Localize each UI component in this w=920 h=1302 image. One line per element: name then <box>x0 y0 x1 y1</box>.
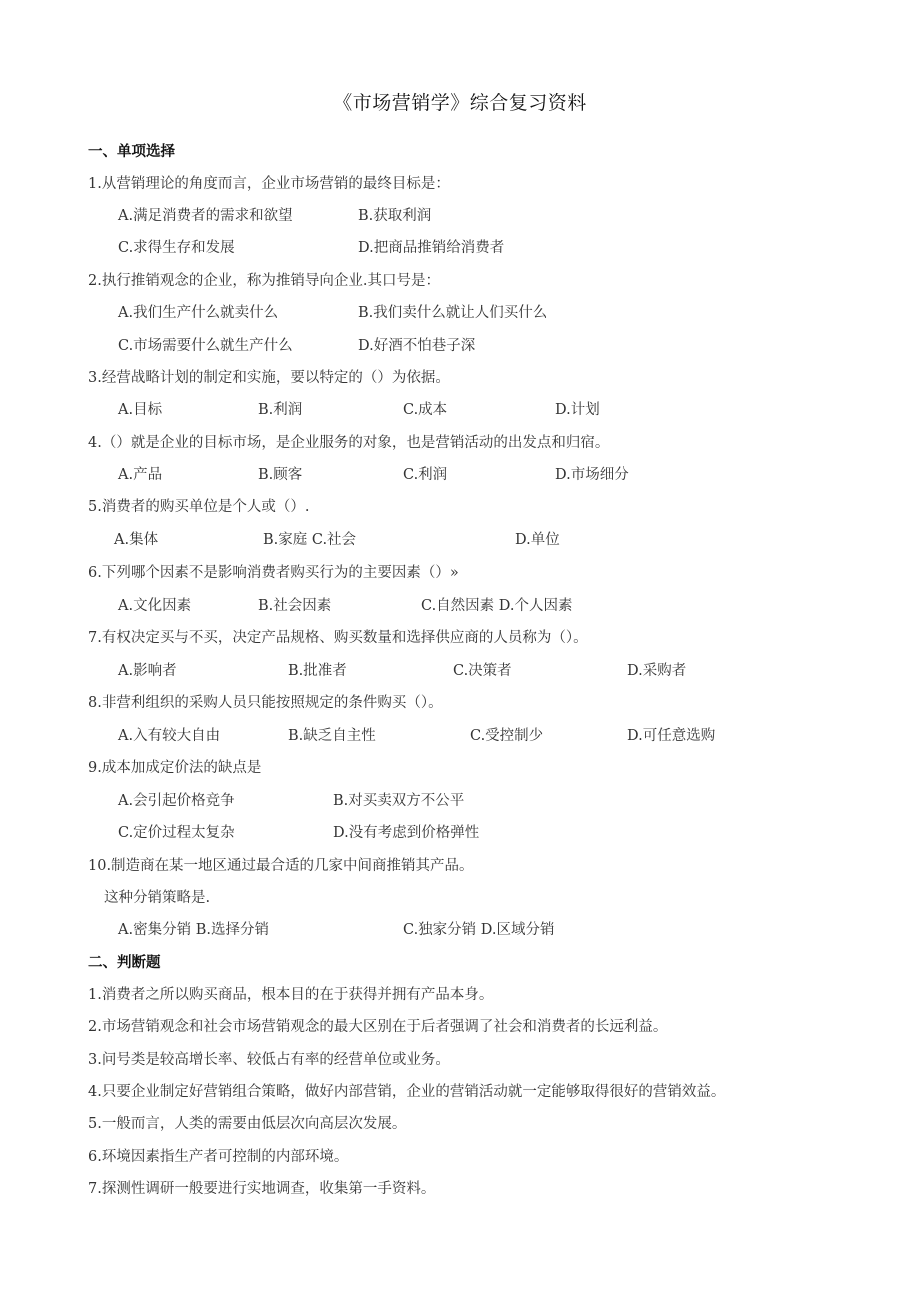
q9-option-b: B.对买卖双方不公平 <box>333 793 465 809</box>
question-2: 2.执行推销观念的企业，称为推销导向企业.其口号是： <box>88 273 440 289</box>
q9-option-a: A.会引起价格竞争 <box>118 793 235 809</box>
q1-option-a: A.满足消费者的需求和欲望 <box>118 208 293 224</box>
q7-option-c: C.决策者 <box>453 663 512 679</box>
q2-option-d: D.好酒不怕巷子深 <box>358 338 476 354</box>
question-10-continued: 这种分销策略是. <box>104 890 211 906</box>
q4-option-d: D.市场细分 <box>555 467 629 483</box>
document-title: 《市场营销学》综合复习资料 <box>333 92 587 114</box>
q7-option-a: A.影响者 <box>118 663 177 679</box>
q6-option-a: A.文化因素 <box>118 598 192 614</box>
q8-option-d: D.可任意选购 <box>627 728 716 744</box>
q3-option-d: D.计划 <box>555 402 600 418</box>
q5-option-d: D.单位 <box>515 532 560 548</box>
q7-option-b: B.批准者 <box>288 663 347 679</box>
judgment-item-1: 1.消费者之所以购买商品，根本目的在于获得并拥有产品本身。 <box>88 987 494 1003</box>
judgment-item-7: 7.探测性调研一般要进行实地调查，收集第一手资料。 <box>88 1181 436 1197</box>
q1-option-d: D.把商品推销给消费者 <box>358 240 505 256</box>
question-8: 8.非营利组织的采购人员只能按照规定的条件购买（）。 <box>88 695 443 711</box>
q8-option-c: C.受控制少 <box>470 728 544 744</box>
q10-option-a-b: A.密集分销 B.选择分销 <box>118 922 269 938</box>
q3-option-c: C.成本 <box>403 402 448 418</box>
q5-option-a: A.集体 <box>114 532 159 548</box>
judgment-item-4: 4.只要企业制定好营销组合策略，做好内部营销，企业的营销活动就一定能够取得很好的营销效益。 <box>88 1084 726 1100</box>
q7-option-d: D.采购者 <box>627 663 687 679</box>
section-heading-single-choice: 一、单项选择 <box>88 144 175 160</box>
q5-option-b-c: B.家庭 C.社会 <box>263 532 357 548</box>
question-10: 10.制造商在某一地区通过最合适的几家中间商推销其产品。 <box>88 858 474 874</box>
q3-option-a: A.目标 <box>118 402 163 418</box>
question-4: 4.（）就是企业的目标市场，是企业服务的对象，也是营销活动的出发点和归宿。 <box>88 435 610 451</box>
q4-option-b: B.顾客 <box>258 467 303 483</box>
q6-option-b: B.社会因素 <box>258 598 332 614</box>
question-3: 3.经营战略计划的制定和实施，要以特定的（）为依据。 <box>88 370 450 386</box>
question-5: 5.消费者的购买单位是个人或（）. <box>88 499 310 515</box>
judgment-item-6: 6.环境因素指生产者可控制的内部环境。 <box>88 1149 349 1165</box>
q9-option-c: C.定价过程太复杂 <box>118 825 235 841</box>
judgment-item-2: 2.市场营销观念和社会市场营销观念的最大区别在于后者强调了社会和消费者的长远利益。 <box>88 1019 668 1035</box>
q8-option-b: B.缺乏自主性 <box>288 728 376 744</box>
section-heading-true-false: 二、判断题 <box>88 955 161 971</box>
q2-option-b: B.我们卖什么就让人们买什么 <box>358 305 548 321</box>
q4-option-a: A.产品 <box>118 467 163 483</box>
question-7: 7.有权决定买与不买，决定产品规格、购买数量和选择供应商的人员称为（）。 <box>88 630 588 646</box>
q9-option-d: D.没有考虑到价格弹性 <box>333 825 480 841</box>
q1-option-c: C.求得生存和发展 <box>118 240 235 256</box>
judgment-item-3: 3.问号类是较高增长率、较低占有率的经营单位或业务。 <box>88 1052 450 1068</box>
q2-option-a: A.我们生产什么就卖什么 <box>118 305 279 321</box>
q4-option-c: C.利润 <box>403 467 448 483</box>
q6-option-c-d: C.自然因素 D.个人因素 <box>421 598 573 614</box>
q3-option-b: B.利润 <box>258 402 303 418</box>
judgment-item-5: 5.一般而言，人类的需要由低层次向高层次发展。 <box>88 1116 407 1132</box>
question-6: 6.下列哪个因素不是影响消费者购买行为的主要因素（）» <box>88 565 459 581</box>
q8-option-a: A.入有较大自由 <box>118 728 221 744</box>
question-9: 9.成本加成定价法的缺点是 <box>88 760 262 776</box>
q1-option-b: B.获取利润 <box>358 208 432 224</box>
q10-option-c-d: C.独家分销 D.区域分销 <box>403 922 555 938</box>
q2-option-c: C.市场需要什么就生产什么 <box>118 338 293 354</box>
question-1: 1.从营销理论的角度而言，企业市场营销的最终目标是： <box>88 176 450 192</box>
